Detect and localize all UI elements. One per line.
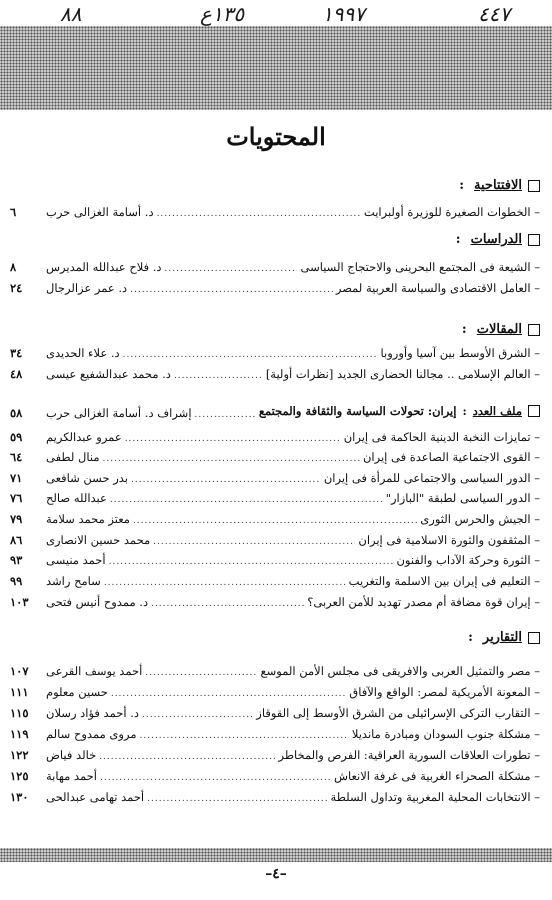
toc-entry: – الانتخابات المحلية المغربية وتداول السلطة ..... أحمد تهامى عبدالحى ١٣٠ [10,790,540,807]
section-heading-studies: الدراسات : [456,232,540,247]
toc-entry: – المثقفون والثورة الاسلامية فى إيران ..... محمد حسين الانصارى ٨٦ [10,533,540,550]
toc-entry: – الدور السياسى والاجتماعى للمرأة فى إيران ..... بدر حسن شافعى ٧١ [10,471,540,488]
toc-entry: – مصر والتمثيل العربى والافريقى فى مجلس الأمن الموسع ..... أحمد يوسف القرعى ١٠٧ [10,664,540,681]
toc-entry: – القوى الاجتماعية الصاعدة فى إيران ..... منال لطفى ٦٤ [10,450,540,467]
toc-entry: – الشرق الأوسط بين آسيا وأوروبا ..... د. علاء الحديدى ٣٤ [10,346,540,363]
header-stipple-band [0,26,552,110]
toc-entry: – الجيش والحرس الثورى ..... معتز محمد سلامة ٧٩ [10,512,540,529]
checkbox-square-icon [528,180,540,192]
section-heading-editorial: الافتتاحية : [459,178,540,193]
toc-entry: – التقارب التركى الإسرائيلى من الشرق الأوسط إلى القوقاز ..... د. أحمد فؤاد رسلان ١١٥ [10,706,540,723]
toc-entry: – الثورة وحركة الآداب والفنون ..... أحمد منيسى ٩٣ [10,553,540,570]
checkbox-square-icon [528,632,540,644]
handwritten-code: ١٣٥ع [200,2,245,26]
checkbox-square-icon [528,405,540,417]
toc-entry: – العالم الإسلامى .. مجالنا الحضارى الجديد [نظرات أولية] ..... د. محمد عبدالشفيع عيسى ٤٨ [10,367,540,384]
toc-entry: – التعليم فى إيران بين الاسلمة والتغريب ..... سامح راشد ٩٩ [10,574,540,591]
toc-entry: – تطورات العلاقات السورية العراقية: الفرص والمخاطر ..... خالد فياض ١٢٢ [10,748,540,765]
toc-entry: – الدور السياسى لطبقة "البازار" ..... عبدالله صالح ٧٦ [10,491,540,508]
page-title: المحتويات [226,122,326,151]
checkbox-square-icon [528,234,540,246]
toc-entry: – مشكلة جنوب السودان ومبادرة مانديلا ..... مروى ممدوح سالم ١١٩ [10,727,540,744]
section-heading-dossier: ملف العدد : إيران: تحولات السياسة والثقافة والمجتمع ..... إشراف د. أسامة الغزالى حرب ٥٨ [10,404,540,421]
checkbox-square-icon [528,324,540,336]
toc-entry: – المعونة الأمريكية لمصر: الواقع والآفاق ..... حسين معلوم ١١١ [10,685,540,702]
page-number: –٤– [265,866,287,882]
handwritten-number-right: ٤٤٧ [478,2,511,26]
toc-entry: – مشكلة الصحراء الغربية فى غرفة الانعاش ..... أحمد مهابة ١٢٥ [10,769,540,786]
section-heading-articles: المقالات : [462,322,540,337]
toc-entry: – تمايزات النخبة الدينية الحاكمة فى إيران ..... عمرو عبدالكريم ٥٩ [10,430,540,447]
handwritten-year: ١٩٩٧ [322,2,365,26]
toc-entry: – العامل الاقتصادى والسياسة العربية لمصر ..... د. عمر عزالرجال ٢٤ [10,281,540,298]
toc-entry: – الشيعة فى المجتمع البحرينى والاحتجاج السياسى ..... د. فلاح عبدالله المديرس ٨ [10,260,540,277]
toc-entry: – الخطوات الصغيرة للوزيرة أولبرايت ..... د. أسامة الغزالى حرب ٦ [10,205,540,222]
toc-entry: – إيران قوة مضافة أم مصدر تهديد للأمن العربى؟ ..... د. ممدوح أنيس فتحى ١٠٣ [10,595,540,612]
handwritten-number-left: ٨٨ [60,2,82,26]
footer-stipple-band [0,848,552,862]
section-heading-reports: التقارير : [468,630,540,645]
